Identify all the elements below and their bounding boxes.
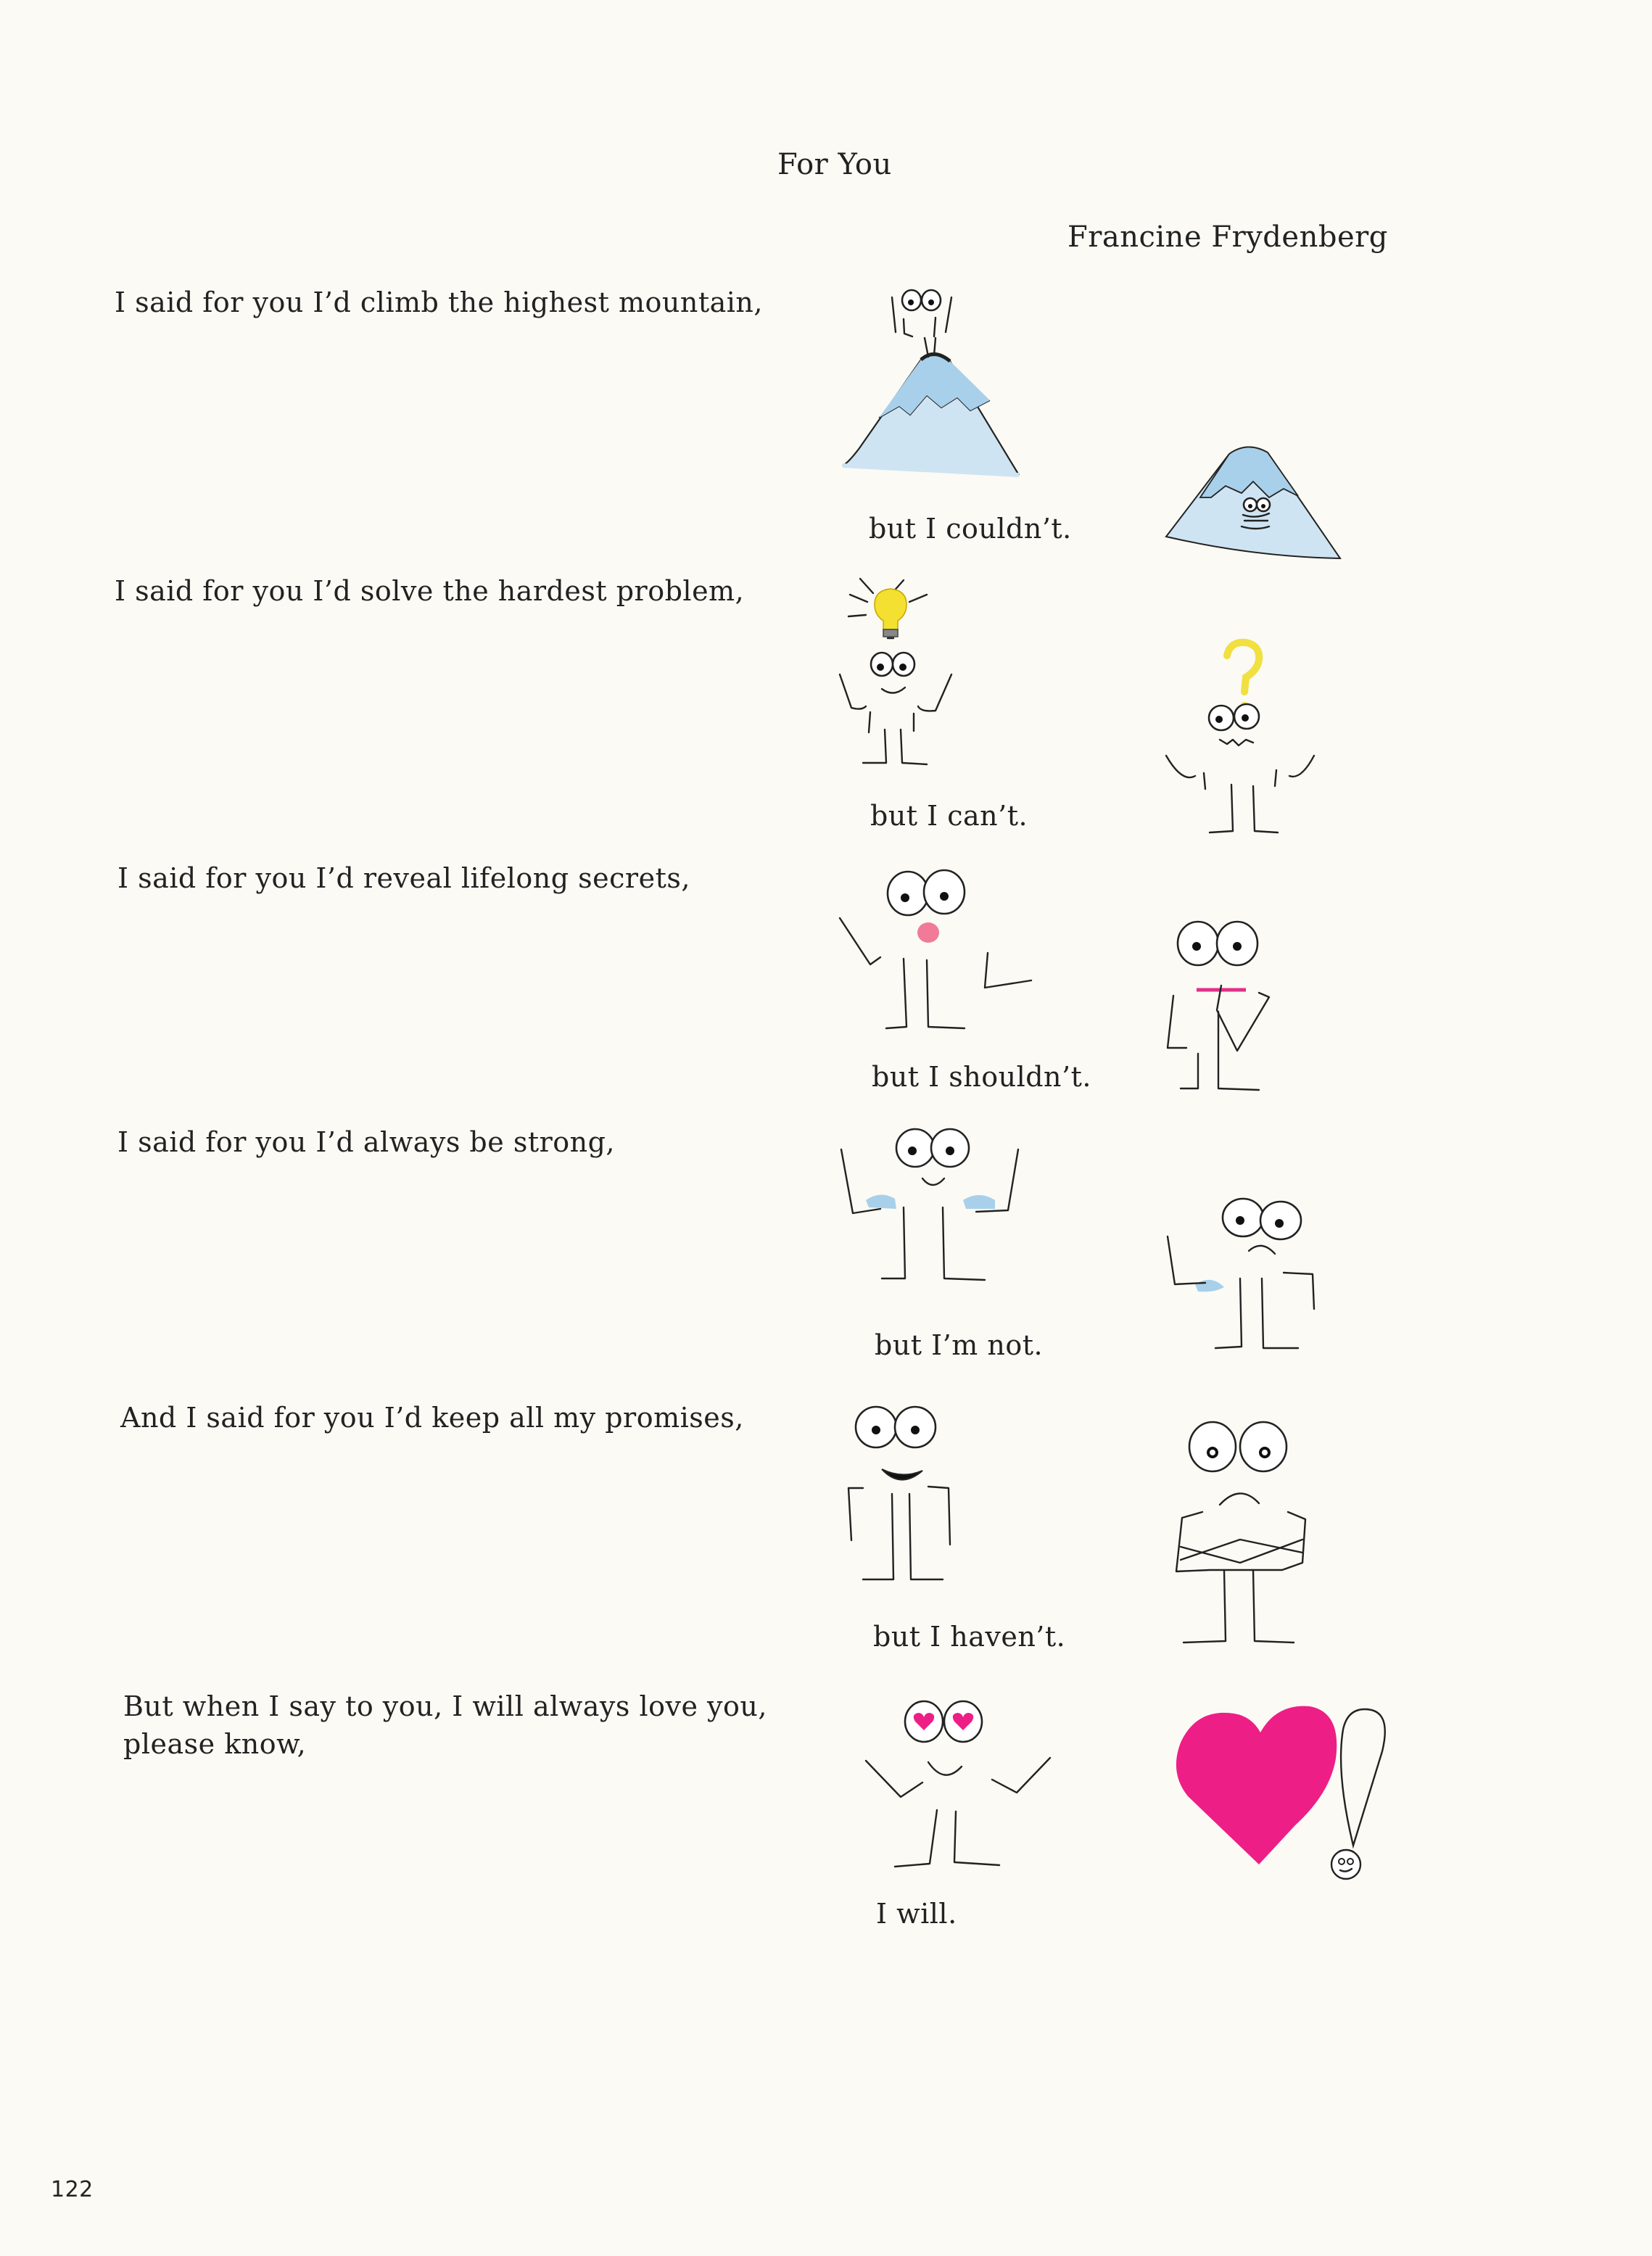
smiling-figure-icon xyxy=(834,1400,972,1581)
lightbulb-icon xyxy=(834,573,965,776)
poem-title: For You xyxy=(777,148,892,181)
stanza-5-reply: but I haven’t. xyxy=(873,1621,1066,1653)
question-mark-icon xyxy=(1160,631,1320,841)
stanza-1-reply: but I couldn’t. xyxy=(869,513,1072,545)
heart-eyes-figure-icon xyxy=(834,1690,1059,1871)
stanza-3-line: I said for you I’d reveal lifelong secrets, xyxy=(117,862,690,894)
stanza-2-reply: but I can’t. xyxy=(870,800,1028,832)
mountain-climber-icon xyxy=(834,276,1030,486)
stanza-1-line: I said for you I’d climb the highest mountain, xyxy=(115,286,763,318)
stanza-2-line: I said for you I’d solve the hardest problem, xyxy=(115,575,745,607)
drooping-arms-icon xyxy=(1160,1193,1327,1360)
page-number: 122 xyxy=(51,2177,94,2202)
stanza-6-line: But when I say to you, I will always love you, xyxy=(123,1690,767,1722)
arms-crossed-figure-icon xyxy=(1160,1418,1320,1650)
flexing-arms-icon xyxy=(834,1120,1030,1294)
blushing-face-icon xyxy=(834,863,1037,1037)
zipped-mouth-icon xyxy=(1160,917,1284,1099)
heart-exclamation-icon xyxy=(1175,1701,1392,1889)
mountain-hiding-icon xyxy=(1160,435,1349,566)
stanza-5-line: And I said for you I’d keep all my promises, xyxy=(120,1402,744,1434)
stanza-3-reply: but I shouldn’t. xyxy=(872,1061,1091,1093)
stanza-6-line-2: please know, xyxy=(123,1728,307,1760)
poem-author: Francine Frydenberg xyxy=(1067,220,1388,254)
stanza-4-line: I said for you I’d always be strong, xyxy=(117,1126,616,1158)
stanza-6-reply: I will. xyxy=(876,1898,957,1930)
stanza-4-reply: but I’m not. xyxy=(875,1329,1044,1361)
